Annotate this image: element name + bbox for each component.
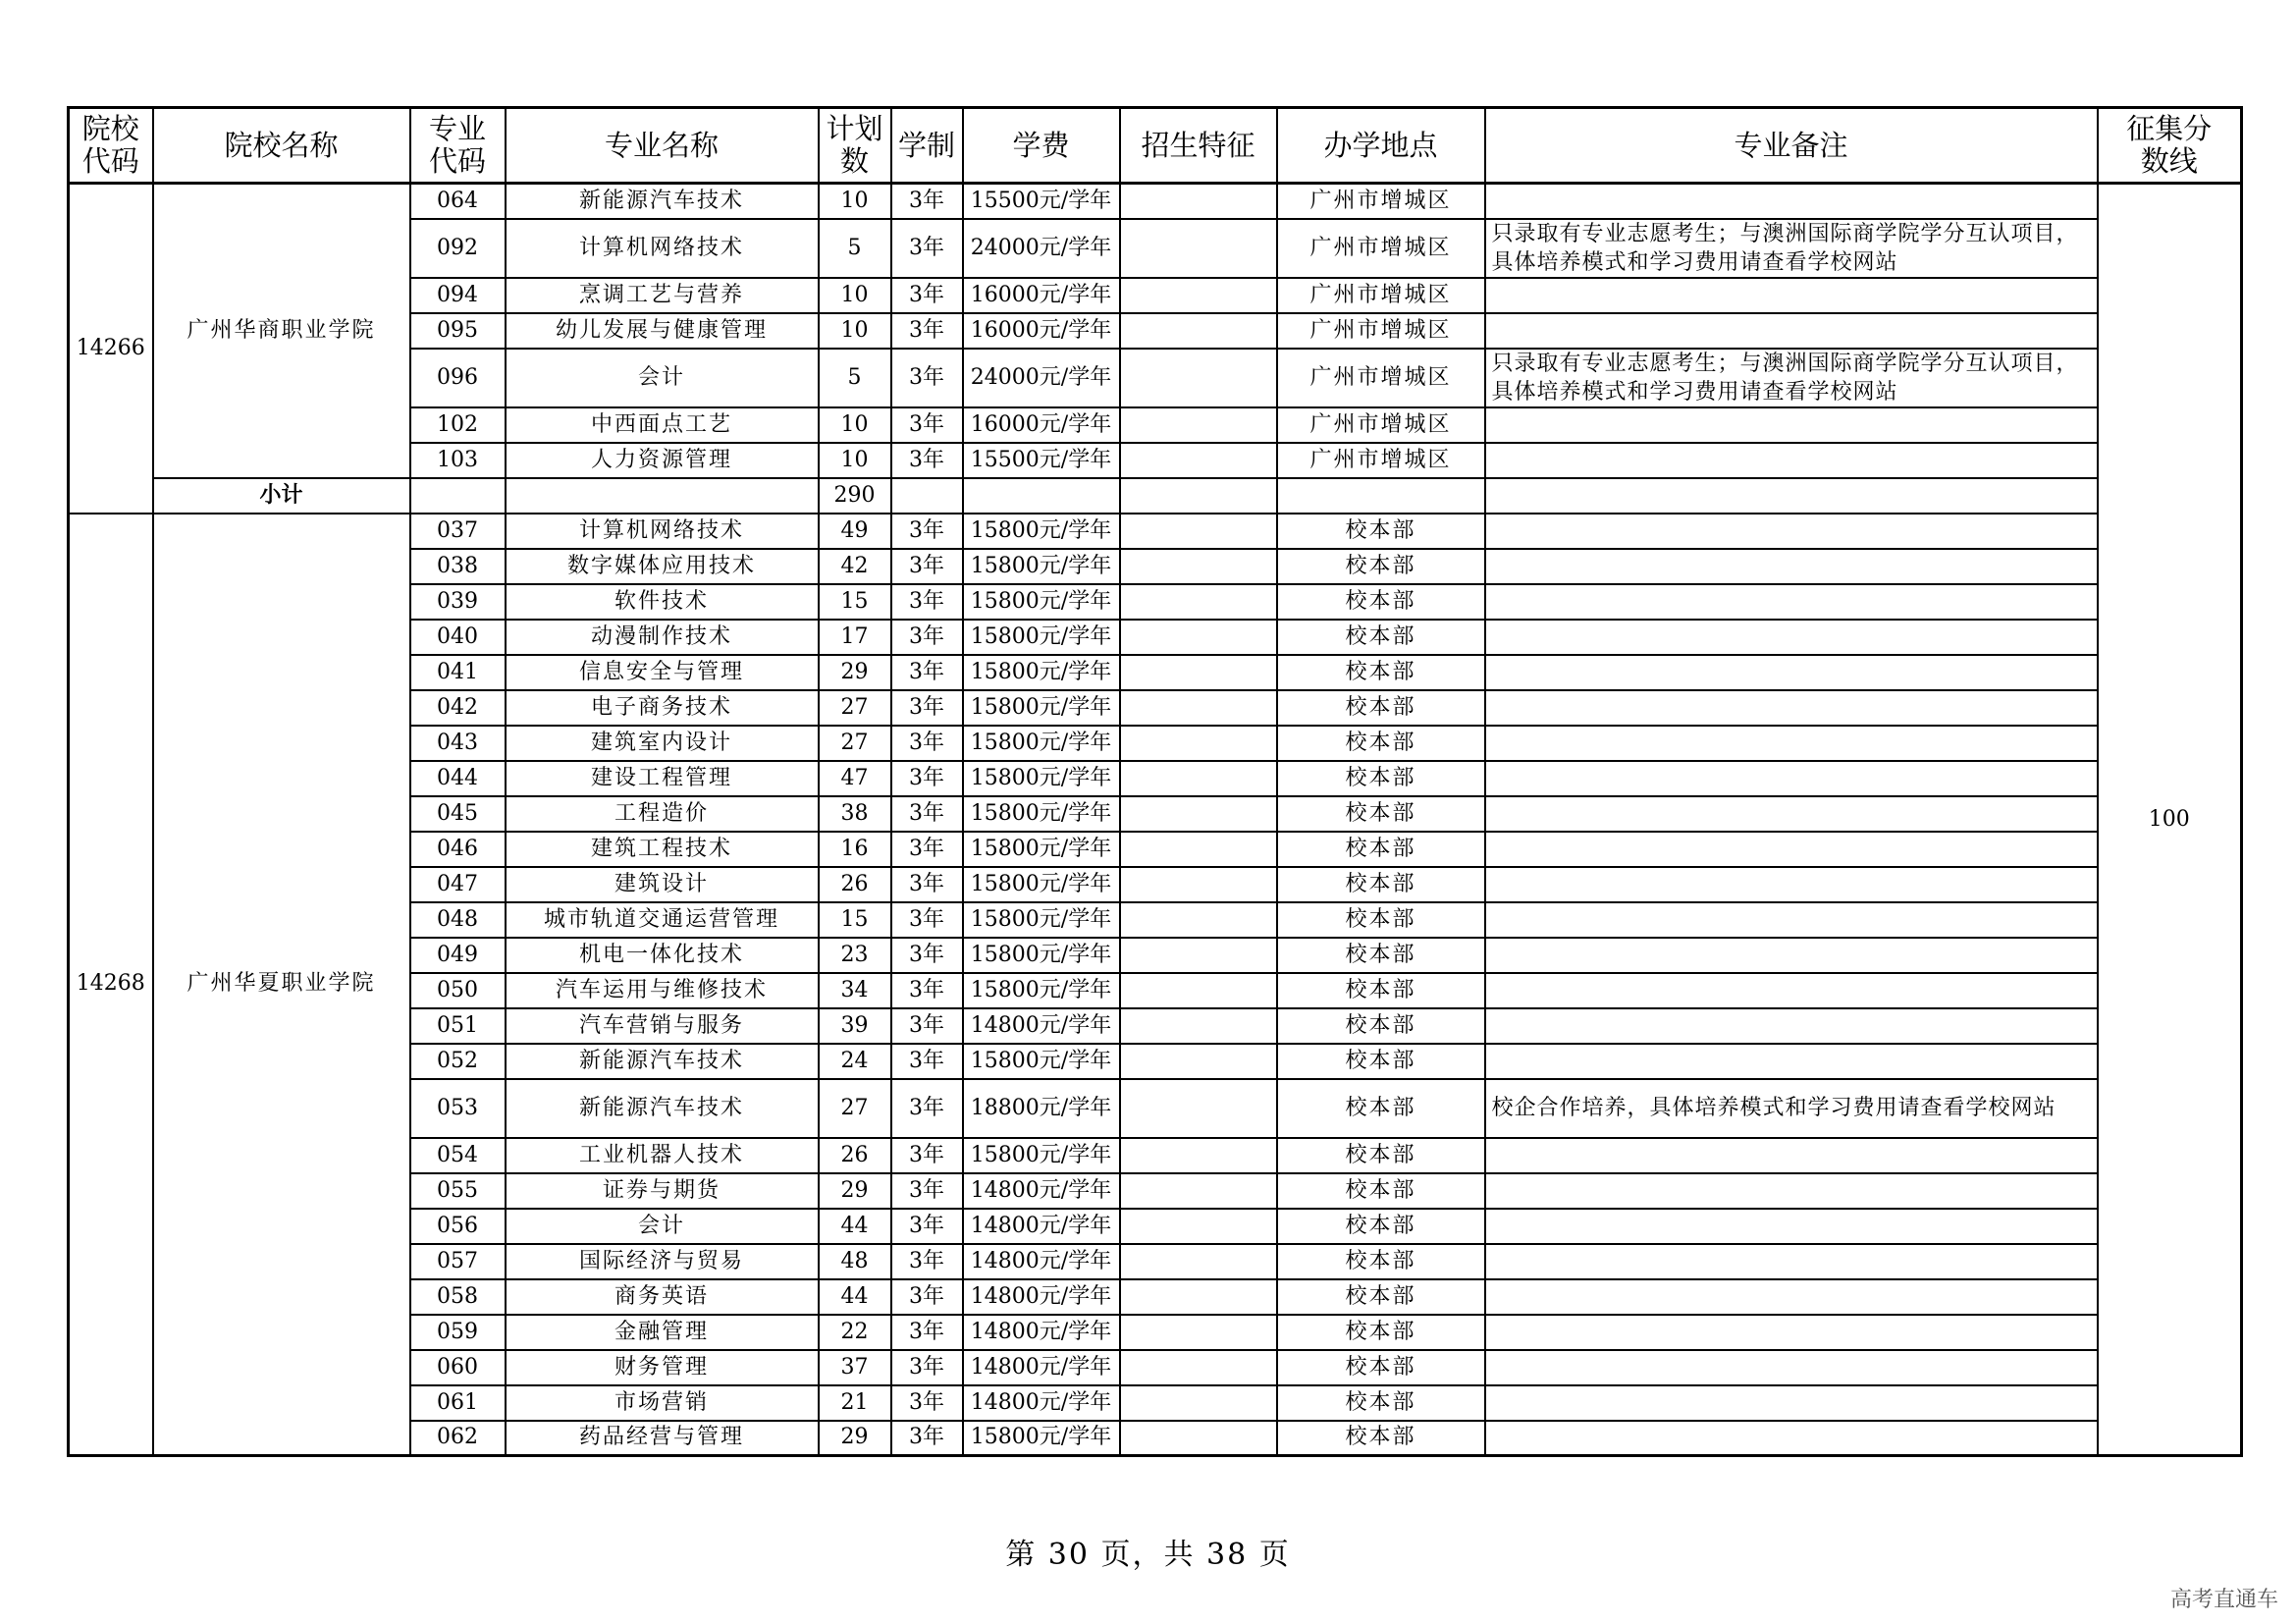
subtotal-label: 小计 [153,478,410,514]
plan-count: 27 [819,726,891,761]
enrollment-feature [1120,184,1277,219]
location: 校本部 [1277,655,1485,690]
duration: 3年 [891,407,963,443]
major-code: 062 [410,1421,506,1456]
cutoff-score: 100 [2098,184,2242,1456]
major-remark [1485,973,2098,1008]
duration: 3年 [891,1173,963,1209]
plan-count: 38 [819,796,891,832]
major-name: 金融管理 [506,1315,819,1350]
major-code: 042 [410,690,506,726]
major-name: 幼儿发展与健康管理 [506,313,819,349]
duration: 3年 [891,973,963,1008]
header-inst-code: 院校代码 [69,108,153,184]
duration: 3年 [891,938,963,973]
institution-name: 广州华夏职业学院 [153,514,410,1456]
major-remark [1485,1421,2098,1456]
major-code: 059 [410,1315,506,1350]
tuition-fee: 24000元/学年 [963,219,1120,278]
enrollment-feature [1120,514,1277,549]
enrollment-feature [1120,796,1277,832]
header-feature: 招生特征 [1120,108,1277,184]
tuition-fee: 15800元/学年 [963,796,1120,832]
tuition-fee: 15800元/学年 [963,867,1120,902]
major-name: 财务管理 [506,1350,819,1385]
major-code: 096 [410,349,506,407]
major-name: 烹调工艺与营养 [506,278,819,313]
location: 校本部 [1277,1385,1485,1421]
major-code: 050 [410,973,506,1008]
major-name: 建设工程管理 [506,761,819,796]
location: 校本部 [1277,1315,1485,1350]
major-remark [1485,407,2098,443]
duration: 3年 [891,761,963,796]
location: 校本部 [1277,1421,1485,1456]
enrollment-feature [1120,349,1277,407]
major-remark [1485,832,2098,867]
tuition-fee: 15800元/学年 [963,1138,1120,1173]
duration: 3年 [891,219,963,278]
tuition-fee: 16000元/学年 [963,313,1120,349]
duration: 3年 [891,514,963,549]
plan-count: 47 [819,761,891,796]
major-code: 058 [410,1279,506,1315]
location: 校本部 [1277,832,1485,867]
tuition-fee: 15500元/学年 [963,184,1120,219]
major-name: 人力资源管理 [506,443,819,478]
major-code: 046 [410,832,506,867]
major-remark: 只录取有专业志愿考生；与澳洲国际商学院学分互认项目，具体培养模式和学习费用请查看学校网站 [1485,349,2098,407]
major-name: 工程造价 [506,796,819,832]
duration: 3年 [891,1138,963,1173]
location: 广州市增城区 [1277,407,1485,443]
plan-count: 22 [819,1315,891,1350]
tuition-fee: 16000元/学年 [963,407,1120,443]
tuition-fee: 14800元/学年 [963,1008,1120,1044]
header-major-code: 专业代码 [410,108,506,184]
tuition-fee: 15800元/学年 [963,549,1120,584]
tuition-fee: 15800元/学年 [963,726,1120,761]
major-name: 计算机网络技术 [506,514,819,549]
major-name: 商务英语 [506,1279,819,1315]
tuition-fee: 15800元/学年 [963,584,1120,620]
location: 广州市增城区 [1277,443,1485,478]
duration: 3年 [891,1079,963,1138]
enrollment-feature [1120,313,1277,349]
major-remark [1485,1315,2098,1350]
enrollment-feature [1120,973,1277,1008]
enrollment-feature [1120,1008,1277,1044]
duration: 3年 [891,1008,963,1044]
plan-count: 37 [819,1350,891,1385]
major-remark [1485,796,2098,832]
tuition-fee: 14800元/学年 [963,1244,1120,1279]
subtotal-major-code [410,478,506,514]
enrollment-feature [1120,407,1277,443]
major-remark [1485,313,2098,349]
header-major-name: 专业名称 [506,108,819,184]
major-code: 052 [410,1044,506,1079]
enrollment-feature [1120,219,1277,278]
enrollment-feature [1120,1421,1277,1456]
major-remark [1485,278,2098,313]
table-body [69,184,2242,1456]
location: 校本部 [1277,796,1485,832]
major-name: 新能源汽车技术 [506,1044,819,1079]
location: 校本部 [1277,1044,1485,1079]
duration: 3年 [891,584,963,620]
enrollment-feature [1120,1079,1277,1138]
duration: 3年 [891,1044,963,1079]
duration: 3年 [891,1279,963,1315]
location: 校本部 [1277,620,1485,655]
plan-count: 5 [819,219,891,278]
duration: 3年 [891,655,963,690]
plan-count: 26 [819,867,891,902]
plan-count: 29 [819,1421,891,1456]
plan-count: 24 [819,1044,891,1079]
tuition-fee: 15800元/学年 [963,655,1120,690]
location: 广州市增城区 [1277,313,1485,349]
major-name: 建筑工程技术 [506,832,819,867]
major-name: 信息安全与管理 [506,655,819,690]
header-plan: 计划数 [819,108,891,184]
major-code: 102 [410,407,506,443]
enrollment-feature [1120,1350,1277,1385]
institution-name: 广州华商职业学院 [153,184,410,478]
plan-count: 26 [819,1138,891,1173]
location: 校本部 [1277,584,1485,620]
plan-count: 39 [819,1008,891,1044]
major-code: 045 [410,796,506,832]
major-remark [1485,902,2098,938]
header-row [69,108,2242,184]
duration: 3年 [891,1350,963,1385]
major-code: 043 [410,726,506,761]
plan-count: 42 [819,549,891,584]
enrollment-feature [1120,726,1277,761]
plan-count: 29 [819,1173,891,1209]
institution-code: 14268 [69,514,153,1456]
tuition-fee: 15800元/学年 [963,902,1120,938]
major-remark [1485,1385,2098,1421]
major-remark [1485,184,2098,219]
plan-count: 5 [819,349,891,407]
subtotal-feature [1120,478,1277,514]
duration: 3年 [891,1385,963,1421]
plan-count: 44 [819,1279,891,1315]
duration: 3年 [891,620,963,655]
major-name: 药品经营与管理 [506,1421,819,1456]
table-row [69,184,2242,219]
location: 广州市增城区 [1277,349,1485,407]
plan-count: 44 [819,1209,891,1244]
location: 校本部 [1277,514,1485,549]
header-duration: 学制 [891,108,963,184]
major-code: 044 [410,761,506,796]
major-remark [1485,1138,2098,1173]
plan-count: 10 [819,407,891,443]
enrollment-feature [1120,938,1277,973]
enrollment-feature [1120,443,1277,478]
plan-count: 10 [819,313,891,349]
location: 校本部 [1277,867,1485,902]
enrollment-feature [1120,1138,1277,1173]
header-fee: 学费 [963,108,1120,184]
location: 校本部 [1277,1008,1485,1044]
tuition-fee: 15800元/学年 [963,761,1120,796]
major-name: 建筑室内设计 [506,726,819,761]
major-code: 060 [410,1350,506,1385]
major-code: 039 [410,584,506,620]
enrollment-feature [1120,549,1277,584]
subtotal-major-name [506,478,819,514]
tuition-fee: 15800元/学年 [963,973,1120,1008]
duration: 3年 [891,867,963,902]
location: 校本部 [1277,1279,1485,1315]
major-code: 047 [410,867,506,902]
enrollment-feature [1120,620,1277,655]
major-remark [1485,1173,2098,1209]
major-remark: 校企合作培养，具体培养模式和学习费用请查看学校网站 [1485,1079,2098,1138]
duration: 3年 [891,549,963,584]
major-name: 市场营销 [506,1385,819,1421]
major-name: 软件技术 [506,584,819,620]
location: 校本部 [1277,690,1485,726]
major-code: 051 [410,1008,506,1044]
subtotal-duration [891,478,963,514]
enrollment-feature [1120,1315,1277,1350]
major-remark [1485,867,2098,902]
tuition-fee: 15500元/学年 [963,443,1120,478]
enrollment-feature [1120,1044,1277,1079]
plan-count: 34 [819,973,891,1008]
plan-count: 17 [819,620,891,655]
major-name: 证券与期货 [506,1173,819,1209]
plan-count: 16 [819,832,891,867]
admission-plan-table [67,106,2243,1457]
major-name: 会计 [506,1209,819,1244]
duration: 3年 [891,349,963,407]
enrollment-feature [1120,867,1277,902]
major-remark [1485,1044,2098,1079]
enrollment-feature [1120,655,1277,690]
header-cutoff: 征集分数线 [2098,108,2242,184]
tuition-fee: 18800元/学年 [963,1079,1120,1138]
tuition-fee: 24000元/学年 [963,349,1120,407]
tuition-fee: 15800元/学年 [963,938,1120,973]
location: 校本部 [1277,549,1485,584]
plan-count: 49 [819,514,891,549]
location: 校本部 [1277,1138,1485,1173]
tuition-fee: 15800元/学年 [963,1044,1120,1079]
major-code: 054 [410,1138,506,1173]
major-code: 048 [410,902,506,938]
major-name: 数字媒体应用技术 [506,549,819,584]
subtotal-location [1277,478,1485,514]
plan-count: 10 [819,443,891,478]
duration: 3年 [891,726,963,761]
major-code: 056 [410,1209,506,1244]
enrollment-feature [1120,1209,1277,1244]
major-remark [1485,1279,2098,1315]
enrollment-feature [1120,1385,1277,1421]
major-remark [1485,761,2098,796]
plan-count: 27 [819,1079,891,1138]
major-remark: 只录取有专业志愿考生；与澳洲国际商学院学分互认项目，具体培养模式和学习费用请查看学校网站 [1485,219,2098,278]
tuition-fee: 14800元/学年 [963,1350,1120,1385]
major-code: 053 [410,1079,506,1138]
major-name: 建筑设计 [506,867,819,902]
major-name: 会计 [506,349,819,407]
location: 广州市增城区 [1277,184,1485,219]
major-name: 工业机器人技术 [506,1138,819,1173]
location: 校本部 [1277,973,1485,1008]
plan-count: 21 [819,1385,891,1421]
major-name: 机电一体化技术 [506,938,819,973]
tuition-fee: 14800元/学年 [963,1385,1120,1421]
enrollment-feature [1120,690,1277,726]
major-name: 电子商务技术 [506,690,819,726]
duration: 3年 [891,1244,963,1279]
major-remark [1485,1209,2098,1244]
major-code: 103 [410,443,506,478]
subtotal-remark [1485,478,2098,514]
major-remark [1485,620,2098,655]
enrollment-feature [1120,761,1277,796]
subtotal-value: 290 [819,478,891,514]
tuition-fee: 14800元/学年 [963,1279,1120,1315]
major-remark [1485,1244,2098,1279]
enrollment-feature [1120,1173,1277,1209]
tuition-fee: 14800元/学年 [963,1315,1120,1350]
major-code: 055 [410,1173,506,1209]
tuition-fee: 15800元/学年 [963,1421,1120,1456]
header-inst-name: 院校名称 [153,108,410,184]
location: 校本部 [1277,938,1485,973]
plan-count: 23 [819,938,891,973]
subtotal-fee [963,478,1120,514]
duration: 3年 [891,1421,963,1456]
header-location: 办学地点 [1277,108,1485,184]
location: 校本部 [1277,1244,1485,1279]
duration: 3年 [891,690,963,726]
major-remark [1485,443,2098,478]
enrollment-feature [1120,278,1277,313]
major-name: 城市轨道交通运营管理 [506,902,819,938]
enrollment-feature [1120,1244,1277,1279]
major-remark [1485,938,2098,973]
major-code: 041 [410,655,506,690]
major-code: 095 [410,313,506,349]
plan-count: 10 [819,278,891,313]
major-remark [1485,584,2098,620]
major-name: 国际经济与贸易 [506,1244,819,1279]
plan-count: 29 [819,655,891,690]
location: 校本部 [1277,726,1485,761]
major-remark [1485,1350,2098,1385]
location: 校本部 [1277,761,1485,796]
duration: 3年 [891,313,963,349]
plan-count: 27 [819,690,891,726]
major-remark [1485,549,2098,584]
location: 广州市增城区 [1277,278,1485,313]
location: 校本部 [1277,1173,1485,1209]
plan-count: 15 [819,584,891,620]
location: 校本部 [1277,1350,1485,1385]
watermark: 高考直通车 [2169,1588,2278,1612]
major-code: 092 [410,219,506,278]
major-code: 094 [410,278,506,313]
major-name: 汽车营销与服务 [506,1008,819,1044]
major-name: 中西面点工艺 [506,407,819,443]
major-remark [1485,514,2098,549]
duration: 3年 [891,832,963,867]
major-remark [1485,726,2098,761]
tuition-fee: 15800元/学年 [963,690,1120,726]
institution-code: 14266 [69,184,153,514]
major-code: 064 [410,184,506,219]
location: 广州市增城区 [1277,219,1485,278]
location: 校本部 [1277,1209,1485,1244]
table-row [69,514,2242,549]
major-code: 049 [410,938,506,973]
enrollment-feature [1120,832,1277,867]
enrollment-feature [1120,1279,1277,1315]
duration: 3年 [891,184,963,219]
plan-count: 48 [819,1244,891,1279]
major-remark [1485,655,2098,690]
major-name: 汽车运用与维修技术 [506,973,819,1008]
major-code: 038 [410,549,506,584]
plan-count: 10 [819,184,891,219]
tuition-fee: 14800元/学年 [963,1173,1120,1209]
header-remark: 专业备注 [1485,108,2098,184]
enrollment-feature [1120,902,1277,938]
location: 校本部 [1277,1079,1485,1138]
tuition-fee: 16000元/学年 [963,278,1120,313]
subtotal-row [69,478,2242,514]
major-code: 040 [410,620,506,655]
duration: 3年 [891,902,963,938]
major-name: 新能源汽车技术 [506,184,819,219]
tuition-fee: 15800元/学年 [963,514,1120,549]
major-name: 新能源汽车技术 [506,1079,819,1138]
duration: 3年 [891,1315,963,1350]
major-code: 057 [410,1244,506,1279]
major-code: 061 [410,1385,506,1421]
tuition-fee: 15800元/学年 [963,620,1120,655]
major-remark [1485,1008,2098,1044]
major-remark [1485,690,2098,726]
duration: 3年 [891,1209,963,1244]
duration: 3年 [891,278,963,313]
duration: 3年 [891,796,963,832]
enrollment-feature [1120,584,1277,620]
tuition-fee: 14800元/学年 [963,1209,1120,1244]
plan-count: 15 [819,902,891,938]
major-name: 动漫制作技术 [506,620,819,655]
tuition-fee: 15800元/学年 [963,832,1120,867]
duration: 3年 [891,443,963,478]
location: 校本部 [1277,902,1485,938]
major-name: 计算机网络技术 [506,219,819,278]
page-number: 第 30 页，共 38 页 [1005,1538,1291,1572]
major-code: 037 [410,514,506,549]
